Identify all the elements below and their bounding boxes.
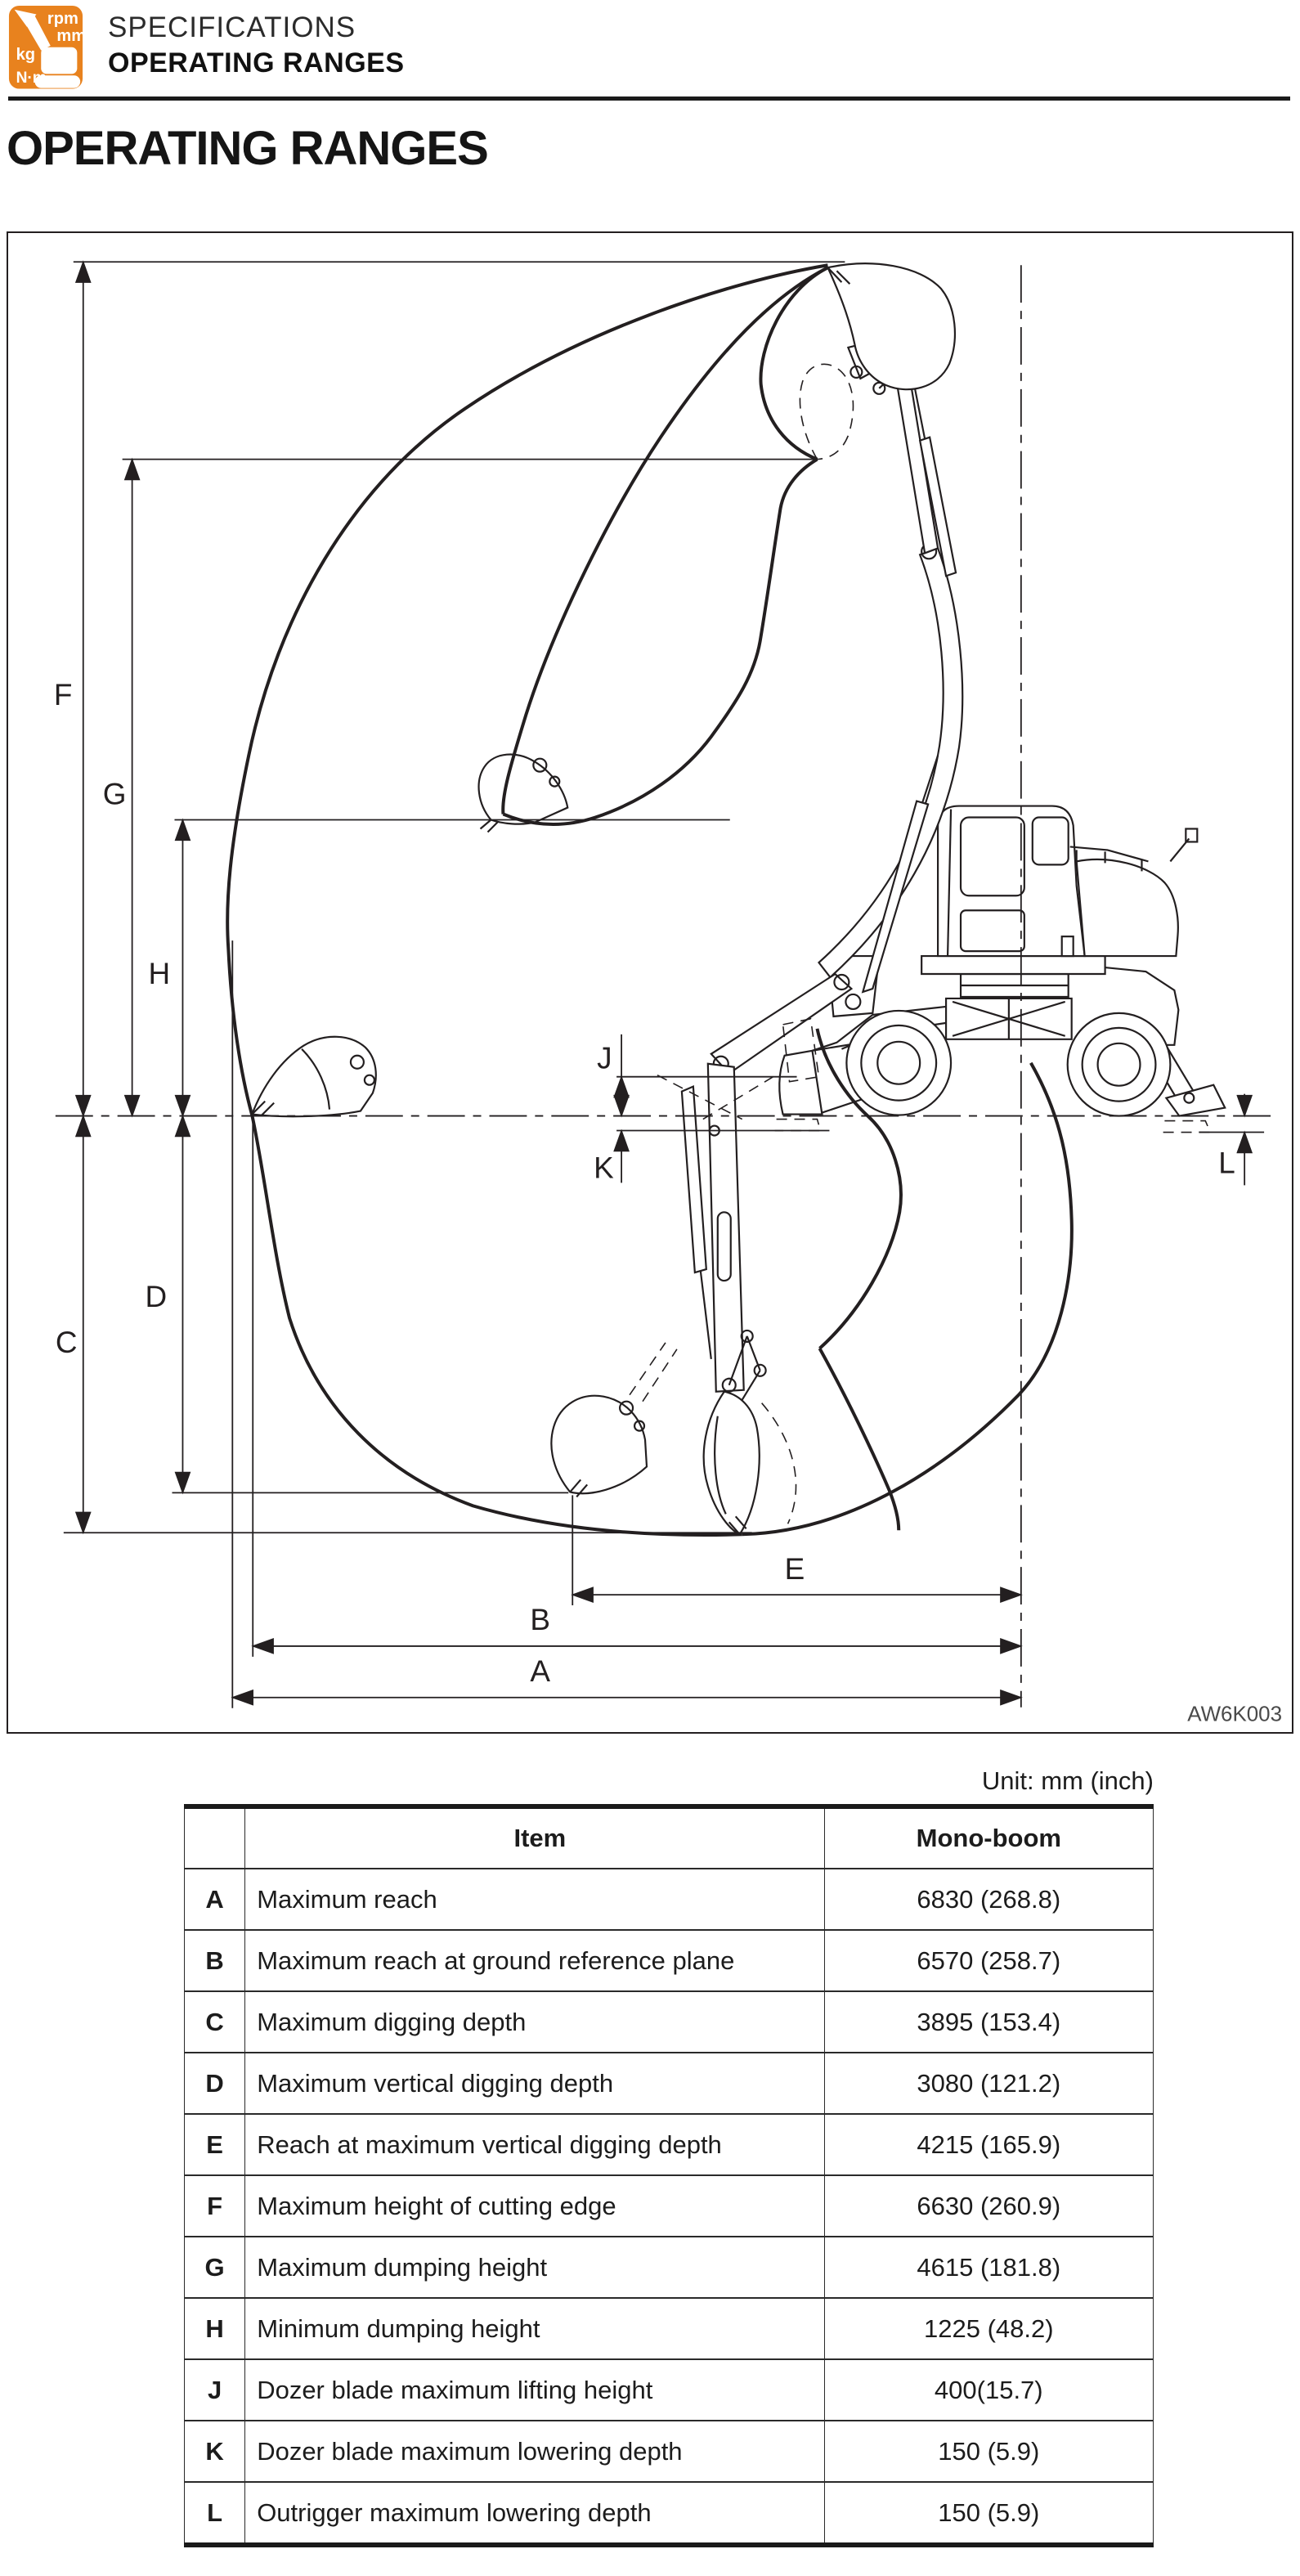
header-section-title: OPERATING RANGES bbox=[108, 47, 405, 79]
operating-ranges-table bbox=[184, 1804, 1154, 2547]
page-title: OPERATING RANGES bbox=[7, 122, 488, 175]
row-key: J bbox=[185, 2359, 245, 2421]
excavator-machine-drawing bbox=[252, 263, 1225, 1534]
label-C: C bbox=[55, 1325, 78, 1359]
label-F: F bbox=[53, 677, 73, 711]
row-item: Maximum height of cutting edge bbox=[245, 2175, 824, 2237]
row-value: 6570 (258.7) bbox=[824, 1930, 1153, 1991]
row-item: Maximum vertical digging depth bbox=[245, 2053, 824, 2114]
header-kicker: SPECIFICATIONS bbox=[108, 11, 356, 43]
row-item: Maximum reach bbox=[245, 1869, 824, 1930]
row-item: Dozer blade maximum lifting height bbox=[245, 2359, 824, 2421]
row-value: 1225 (48.2) bbox=[824, 2298, 1153, 2359]
table-header-row bbox=[185, 1806, 1154, 1869]
table-row bbox=[185, 2175, 1154, 2237]
label-D: D bbox=[145, 1279, 168, 1313]
header-key-cell bbox=[185, 1806, 245, 1869]
label-B: B bbox=[530, 1602, 550, 1636]
table-row bbox=[185, 2298, 1154, 2359]
icon-label-nm: N·m bbox=[16, 69, 47, 87]
row-item: Maximum dumping height bbox=[245, 2237, 824, 2298]
row-item: Dozer blade maximum lowering depth bbox=[245, 2421, 824, 2482]
table-row bbox=[185, 2482, 1154, 2545]
row-value: 6830 (268.8) bbox=[824, 1869, 1153, 1930]
table-row bbox=[185, 2421, 1154, 2482]
dimension-lines bbox=[53, 262, 1271, 1708]
table-row bbox=[185, 1930, 1154, 1991]
table-row bbox=[185, 2359, 1154, 2421]
operating-range-diagram bbox=[7, 231, 1293, 1734]
row-value: 4615 (181.8) bbox=[824, 2237, 1153, 2298]
row-key: E bbox=[185, 2114, 245, 2175]
label-A: A bbox=[530, 1654, 550, 1688]
row-key: B bbox=[185, 1930, 245, 1991]
row-key: A bbox=[185, 1869, 245, 1930]
unit-note: Unit: mm (inch) bbox=[981, 1766, 1154, 1795]
row-key: L bbox=[185, 2482, 245, 2545]
row-item: Outrigger maximum lowering depth bbox=[245, 2482, 824, 2545]
row-value: 400(15.7) bbox=[824, 2359, 1153, 2421]
table-row bbox=[185, 2237, 1154, 2298]
row-key: F bbox=[185, 2175, 245, 2237]
label-L: L bbox=[1218, 1146, 1235, 1180]
row-key: H bbox=[185, 2298, 245, 2359]
row-value: 6630 (260.9) bbox=[824, 2175, 1153, 2237]
label-J: J bbox=[597, 1041, 612, 1075]
row-value: 150 (5.9) bbox=[824, 2421, 1153, 2482]
icon-label-mm: mm bbox=[56, 27, 83, 46]
table-row bbox=[185, 1991, 1154, 2053]
rear-wheel bbox=[1068, 1013, 1171, 1116]
header-rule bbox=[8, 96, 1290, 101]
table-row bbox=[185, 2053, 1154, 2114]
row-value: 3080 (121.2) bbox=[824, 2053, 1153, 2114]
dimension-labels bbox=[54, 678, 1282, 1726]
row-key: D bbox=[185, 2053, 245, 2114]
row-key: C bbox=[185, 1991, 245, 2053]
table-row bbox=[185, 1869, 1154, 1930]
row-value: 3895 (153.4) bbox=[824, 1991, 1153, 2053]
row-item: Maximum digging depth bbox=[245, 1991, 824, 2053]
header-item-cell: Item bbox=[245, 1806, 824, 1869]
row-item: Maximum reach at ground reference plane bbox=[245, 1930, 824, 1991]
front-wheel bbox=[846, 1011, 951, 1115]
header-value-cell: Mono-boom bbox=[824, 1806, 1153, 1869]
label-E: E bbox=[784, 1552, 805, 1586]
figure-code: AW6K003 bbox=[1187, 1703, 1283, 1726]
spec-units-icon bbox=[8, 5, 83, 90]
row-item: Minimum dumping height bbox=[245, 2298, 824, 2359]
label-K: K bbox=[594, 1151, 614, 1185]
label-H: H bbox=[148, 956, 171, 990]
row-key: K bbox=[185, 2421, 245, 2482]
row-key: G bbox=[185, 2237, 245, 2298]
table-row bbox=[185, 2114, 1154, 2175]
icon-label-rpm: rpm bbox=[47, 10, 78, 28]
icon-label-kg: kg bbox=[16, 46, 36, 65]
row-item: Reach at maximum vertical digging depth bbox=[245, 2114, 824, 2175]
label-G: G bbox=[102, 777, 127, 811]
row-value: 4215 (165.9) bbox=[824, 2114, 1153, 2175]
row-value: 150 (5.9) bbox=[824, 2482, 1153, 2545]
